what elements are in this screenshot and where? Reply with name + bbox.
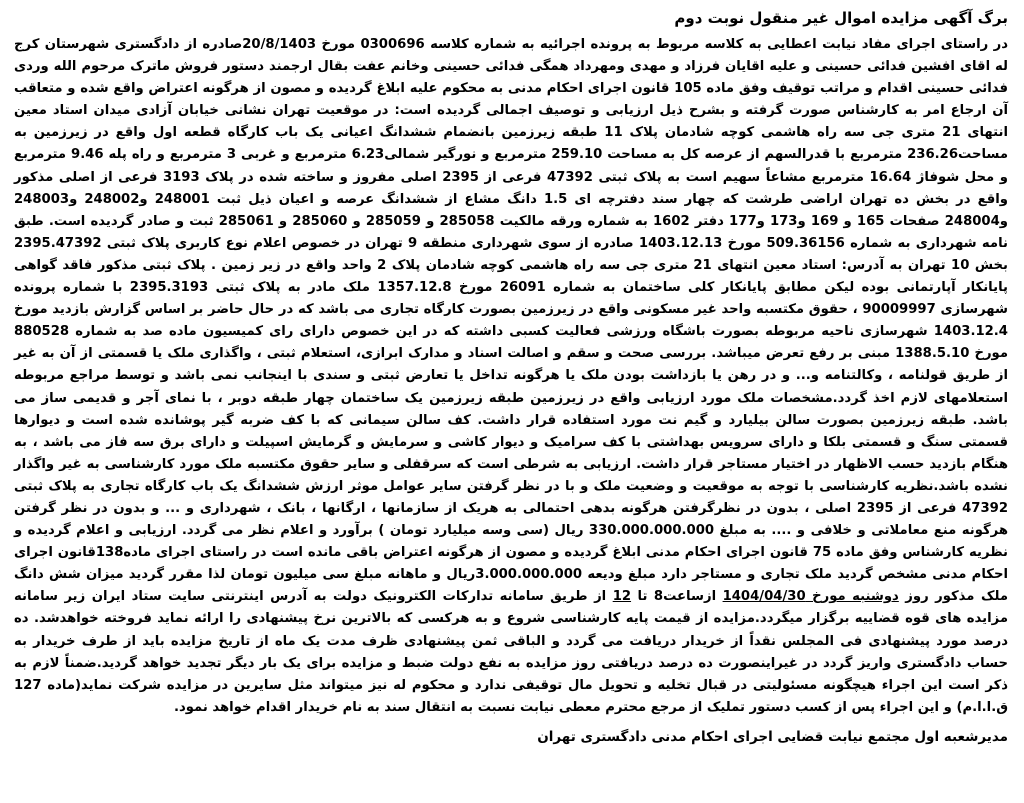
auction-end-hour: 12	[612, 589, 632, 605]
notice-body-part-1: در راستای اجرای مفاد نیابت اعطایی به کلاسه مربوط به پرونده اجرائیه به شماره کلاسه 0300696 مورخ 20/8/1403صادره از دادگستری شهرستان کرج له اقای افشین فدائی حسینی و علیه اقایان فرزاد و مهدی ومهرداد همگی فدائی حسینی وخانم عفت بقال ارجمند دستور فروش ماترک مرحوم الله وردی فدائی حسینی اقدام و مراتب توقیف وفق ماده 105 قانون اجرای احکام مدنی به محکوم علیه ابلاغ گردیده و مصون از هرگونه اعتراض واقع شده و متعاقب آن ارجاع امر به کارشناس صورت گرفته و بشرح ذیل ارزیابی و توصیف اجمالی گردیده است: در موقعیت تهران نشانی خیابان آزادی میدان استاد معین انتهای 21 متری جی سه راه هاشمی کوچه شادمان پلاک 11 طبقه زیرزمین بانضمام ششدانگ اعیانی یک باب کارگاه قطعه اول واقع در زیرزمین به مساحت236.26 مترمربع با قدرالسهم از عرصه کل به مساحت 259.10 مترمربع و نورگیر شمالی6.23 مترمربع و غربی 3 مترمربع و راه پله 9.46 مترمربع و محل شوفاژ 16.64 مترمربع مشاعاً سهیم است به پلاک ثبتی 47392 فرعی از 2395 اصلی مفروز و ساخته شده در پلاک 3193 فرعی از اصلی مذکور واقع در بخش ده تهران اراضی طرشت که چهار سند دفترچه ای 1.5 دانگ مشاع از ششدانگ عرصه و اعیان ذیل ثبت 248001 و248002 و248003 و248004 صفحات 165 و 169 و173 و177 دفتر 1602 به شماره ورقه مالکیت 285058 و 285059 و 285060 و 285061 ثبت و صادر گردیده است. طبق نامه شهرداری به شماره 509.36156 مورخ 1403.12.13 صادره از سوی شهرداری منطقه 9 تهران در خصوص اعلام نوع کاربری پلاک ثبتی 2395.47392 بخش 10 تهران به آدرس: استاد معین انتهای 21 متری جی سه راه هاشمی کوچه شادمان پلاک 2 واحد واقع در زیر زمین . پلاک ثبتی مذکور فاقد گواهی پایانکار آپارتمانی بوده لیکن مطابق پایانکار کلی ساختمان به شماره 26091 مورخ 1357.12.8 ملک مادر به پلاک ثبتی 2395.3193 با شماره پرونده شهرسازی 90009997 ، حقوق مکتسبه واحد غیر مسکونی واقع در زیرزمین بصورت کارگاه تجاری می باشد که در حال حاضر بر اساس گزارش بازدید مورخ 1403.12.4 شهرسازی ناحیه مربوطه بصورت باشگاه ورزشی فعالیت کسبی داشته که در این خصوص دارای رای کمیسیون ماده صد به شماره 880528 مورخ 1388.5.10 مبنی بر رفع تعرض میباشد. بررسی صحت و سقم و اصالت اسناد و مدارک ابرازی، استعلام ثبتی ، واگذاری ملک یا قسمتی از آن به غیر از طریق قولنامه ، وکالتنامه و... و در رهن یا بازداشت بودن ملک یا هرگونه تداخل یا تعارض ثبتی و سندی با اینجانب نمی باشد و توسط مراجع مربوطه استعلامهای لازم اخذ گردد.مشخصات ملک مورد ارزیابی واقع در زیرزمین طبقه زیرزمین یک ساختمان چهار طبقه دوبر ، با نمای آجر و قدیمی ساز می باشد. طبقه زیرزمین بصورت سالن بیلیارد و گیم نت مورد استفاده قرار داشت. کف سالن سیمانی که با کف ضربه گیر پوشانده شده است و دیوارها قسمتی سنگ و قسمتی بلکا و دارای سرویس بهداشتی با کف سرامیک و دیوار کاشی و سرمایش و گرمایش اسپیلت و دارای برق سه فاز می باشد ، به هنگام بازدید حسب الاظهار در اختیار مستاجر قرار داشت. ارزیابی به شرطی است که سرقفلی و سایر حقوق مکتسبه ملک مورد کارشناسی به غیر واگذار نشده باشد.نظریه کارشناسی با توجه به موقعیت و وضعیت ملک و با در نظر گرفتن سایر عوامل موثر ارزش ششدانگ یک باب کارگاه تجاری به پلاک ثبتی 47392 فرعی از 2395 اصلی ، بدون در نظرگرفتن هرگونه بدهی احتمالی به هریک از سازمانها ، ارگانها ، بانک ، شهرداری و ... و بدون در نظر گرفتن هرگونه منع معاملاتی و خلافی و .... به مبلغ 330.000.000.000 ریال (سی وسه میلیارد تومان ) برآورد و اعلام نظر می گردد. ارزیابی و اعلام گردیده و نظریه کارشناس وفق ماده 75 قانون اجرای احکام مدنی ابلاغ گردیده و مصون از هرگونه اعتراض باقی مانده است در راستای اجرای ماده138قانون اجرای احکام مدنی مشخص گردید ملک تجاری و مستاجر دارد مبلغ ودیعه 3.000.000.000ریال و ماهانه مبلغ سی میلیون تومان لذا مقرر گردید میزان شش دانگ ملک مذکور روز	[14, 37, 1009, 605]
notice-body-part-2: ازساعت8 تا	[631, 589, 723, 605]
auction-date: دوشنبه مورخ 1404/04/30	[722, 589, 899, 605]
notice-title: برگ آگهی مزایده اموال غیر منقول نوبت دوم	[674, 9, 1008, 27]
notice-body-part-3: از طریق سامانه تدارکات الکترونیک دولت به آدرس اینترنتی سایت ستاد ایران زیر سامانه مزایده های قوه قضاییه برگزار میگردد.مزایده از قیمت پایه کارشناسی شروع و به هرکسی که بالاترین نرخ پیشنهادی را ارائه نماید فروخته خواهدشد. ده درصد مورد پیشنهادی فی المجلس نقداً از خریدار دریافت می گردد و الباقی ثمن پیشنهادی ظرف مدت یک ماه از تاریخ مزایده باید از طرف خریدار به حساب دادگستری واریز گردد در غیراینصورت ده درصد دریافتی روز مزایده به نفع دولت ضبط و مزایده برای یک بار دیگر تجدید خواهد گردید.ضمناً لازم به ذکر است این اجراء هیچگونه مسئولیتی در قبال تخلیه و تحویل مال توقیفی ندارد و محکوم له نیز میتواند مثل سایرین در مزایده شرکت نماید(ماده 127 ق.ا.ا.م) و این اجراء پس از کسب دستور تملیک از مرجع محترم معطی نیابت نسبت به انتقال سند به نام خریدار اقدام خواهد نمود.	[14, 589, 1008, 715]
notice-signature: مدیرشعبه اول مجتمع نیابت قضایی اجرای احکام مدنی دادگستری تهران	[537, 728, 1008, 745]
notice-body	[14, 34, 1008, 719]
